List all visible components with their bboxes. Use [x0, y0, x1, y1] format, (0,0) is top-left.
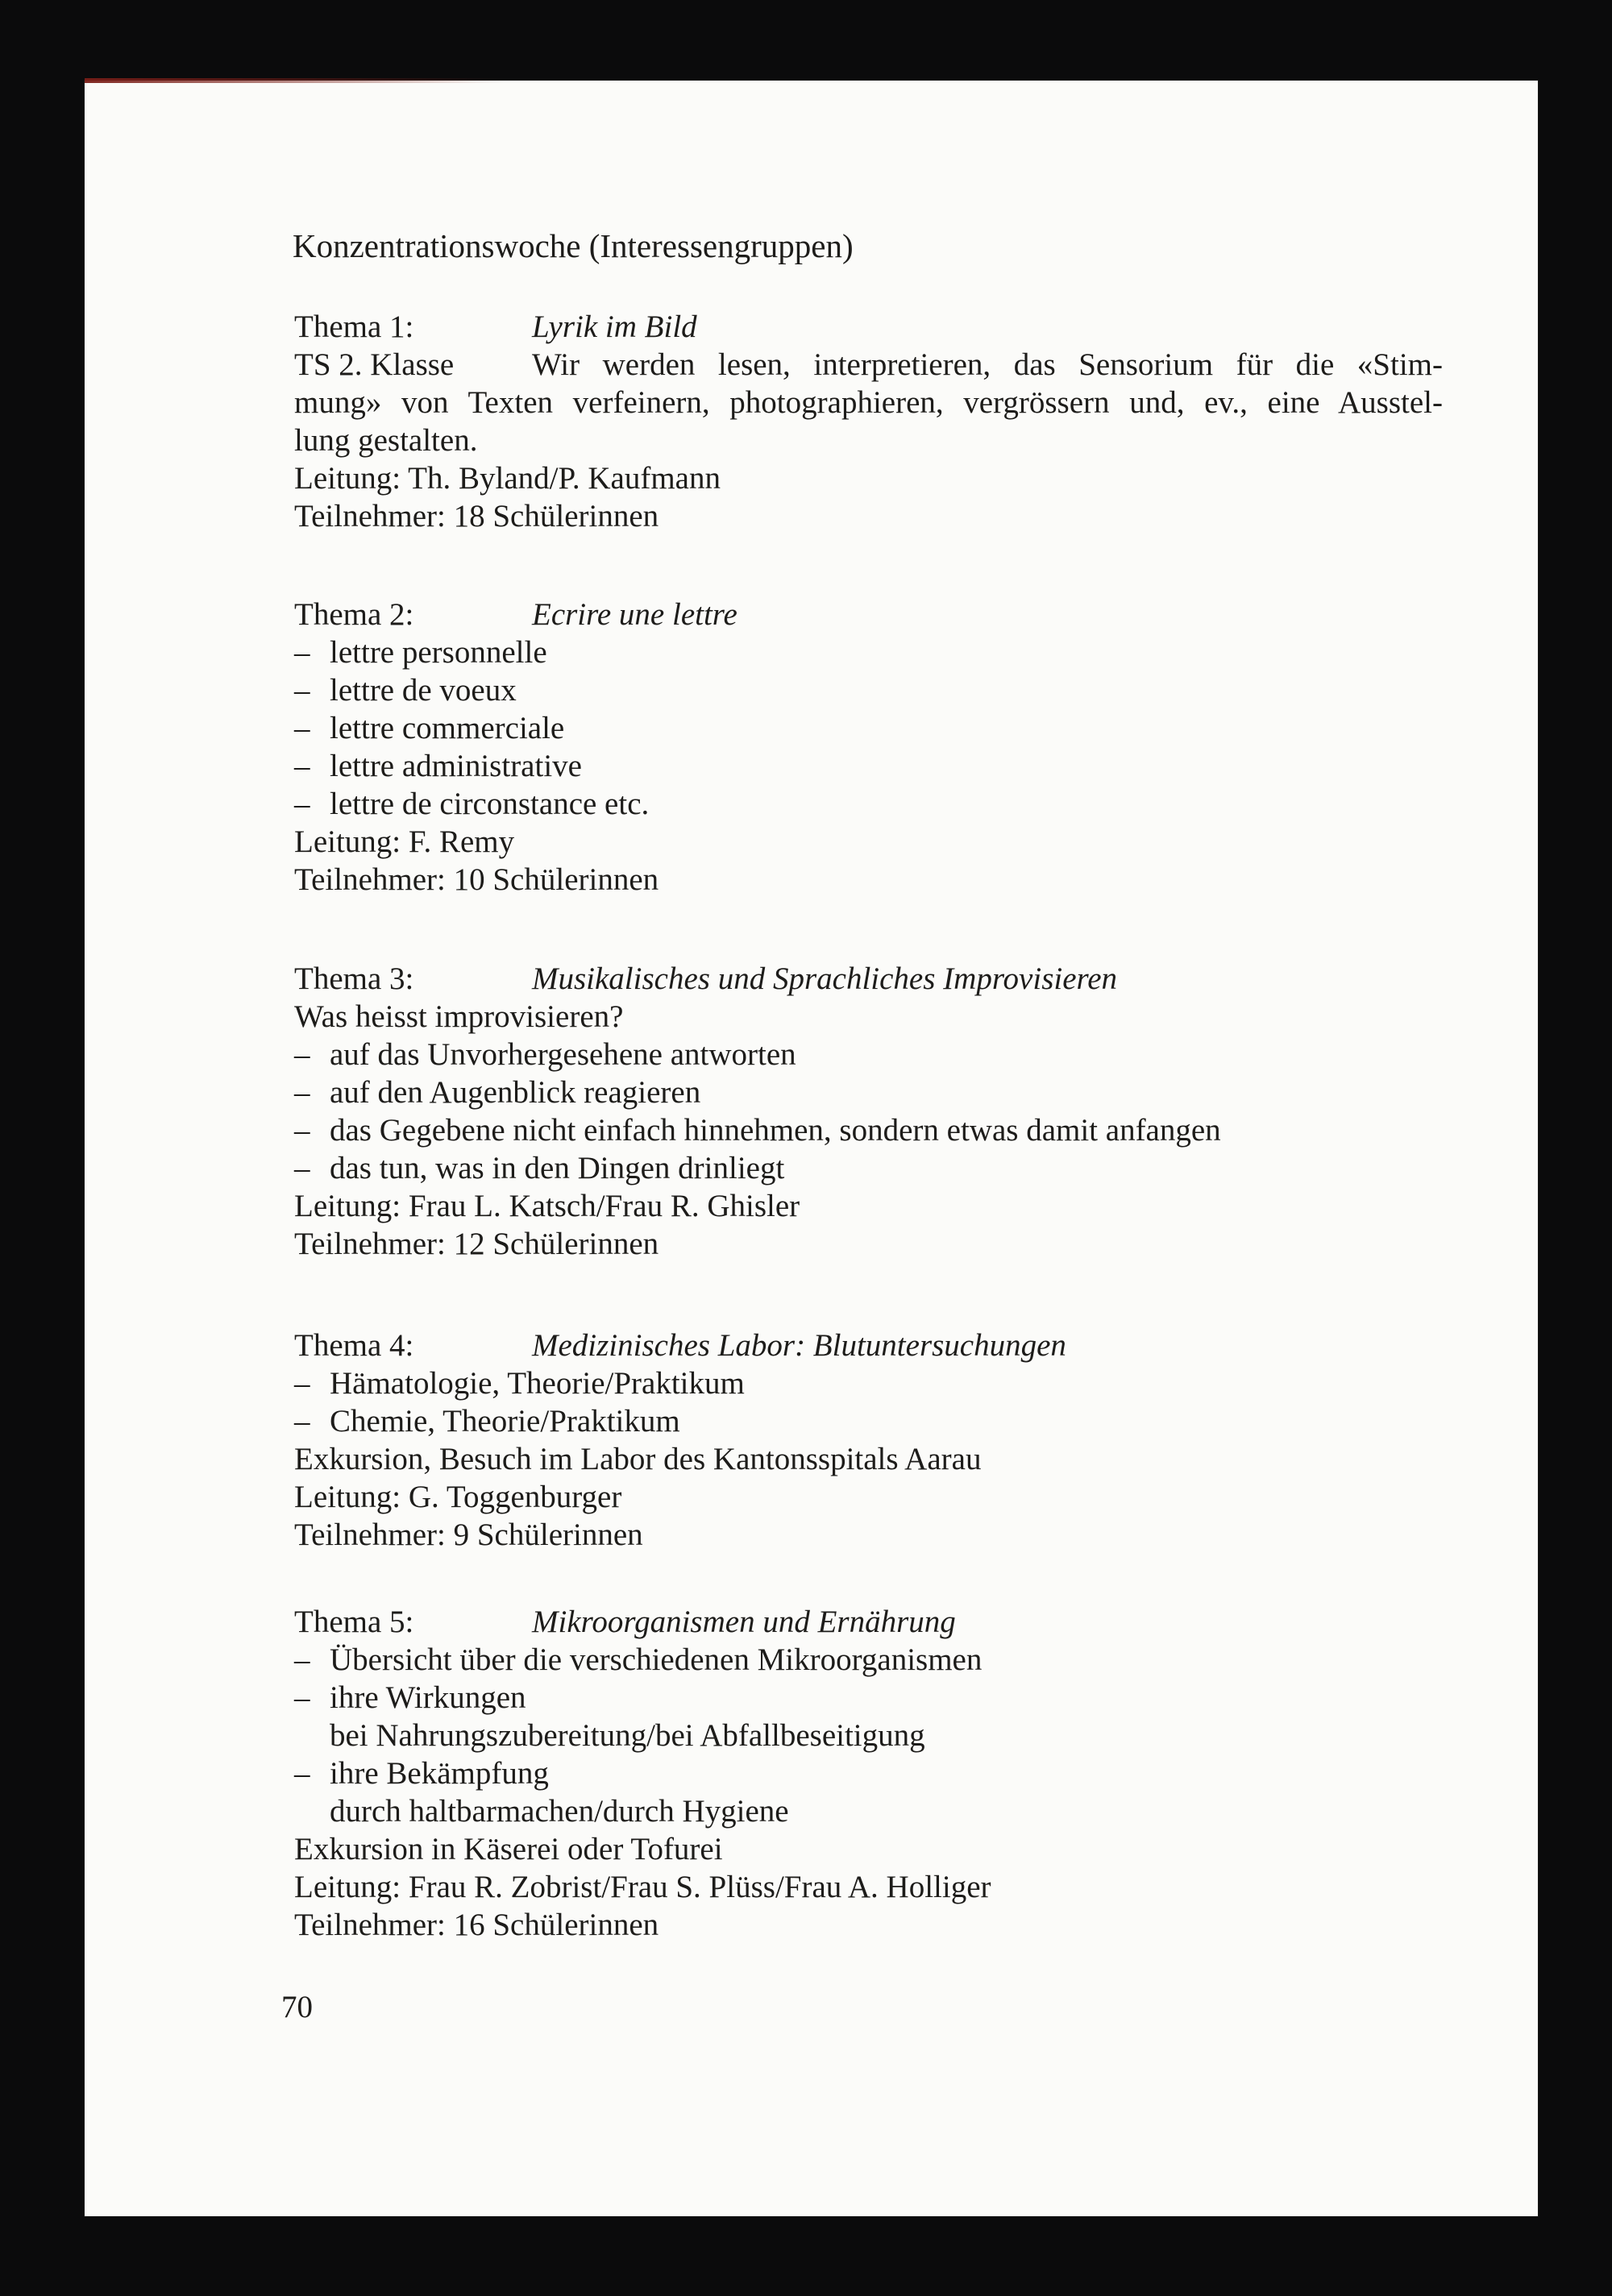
- page-number: 70: [281, 1990, 313, 2024]
- text-line: Teilnehmer: 9 Schülerinnen: [294, 1518, 643, 1552]
- text-line: – lettre de voeux: [294, 673, 517, 708]
- section-thema-3: [294, 960, 1443, 1263]
- text-line: – Chemie, Theorie/Praktikum: [294, 1404, 680, 1439]
- bullet-dash: –: [294, 787, 310, 821]
- bullet-dash: –: [294, 711, 310, 745]
- thema-topic: Ecrire une lettre: [532, 597, 737, 632]
- bullet-dash: –: [294, 1151, 310, 1185]
- thema-label: Thema 3:: [294, 961, 414, 996]
- text-line: Leitung: Frau L. Katsch/Frau R. Ghisler: [294, 1189, 800, 1223]
- text-line: – lettre commerciale: [294, 711, 565, 745]
- section-thema-5: [294, 1603, 1443, 1944]
- scan-artifact-red-fringe: [85, 78, 504, 83]
- section-thema-4: [294, 1327, 1443, 1554]
- thema-topic: Medizinisches Labor: Blutuntersuchungen: [532, 1328, 1066, 1363]
- bullet-dash: –: [294, 1366, 310, 1401]
- text-line: bei Nahrungszubereitung/bei Abfallbeseitigung: [330, 1718, 925, 1753]
- text-line: – Übersicht über die verschiedenen Mikroorganismen: [294, 1642, 983, 1677]
- text-line: – lettre de circonstance etc.: [294, 787, 650, 821]
- bullet-dash: –: [294, 1680, 310, 1715]
- text-line: lung gestalten.: [294, 423, 478, 458]
- text-line: Teilnehmer: 16 Schülerinnen: [294, 1908, 659, 1942]
- thema-label: Thema 1:: [294, 309, 414, 344]
- text-line: Exkursion in Käserei oder Tofurei: [294, 1832, 723, 1866]
- bullet-dash: –: [294, 1037, 310, 1072]
- text-line: – ihre Wirkungen: [294, 1680, 526, 1715]
- thema-topic: Musikalisches und Sprachliches Improvisieren: [532, 961, 1118, 996]
- thema-label: Thema 2:: [294, 597, 414, 632]
- text-line: Leitung: Th. Byland/P. Kaufmann: [294, 461, 721, 496]
- document-page: [85, 81, 1538, 2216]
- section-thema-1: [294, 308, 1443, 535]
- text-line: Teilnehmer: 12 Schülerinnen: [294, 1227, 659, 1261]
- thema-label: Thema 4:: [294, 1328, 414, 1363]
- bullet-dash: –: [294, 1404, 310, 1439]
- page-title: Konzentrationswoche (Interessengruppen): [293, 227, 854, 264]
- section-thema-2: [294, 596, 1443, 899]
- text-line: – Hämatologie, Theorie/Praktikum: [294, 1366, 745, 1401]
- text-line: TS 2. Klasse Wir werden lesen, interpretieren, das Sensorium für die «Stim-: [294, 347, 1443, 382]
- text-line: Leitung: Frau R. Zobrist/Frau S. Plüss/Frau A. Holliger: [294, 1870, 991, 1904]
- text-line: Teilnehmer: 10 Schülerinnen: [294, 862, 659, 897]
- text-line: – lettre administrative: [294, 749, 582, 783]
- text-line: [294, 308, 1443, 346]
- bullet-dash: –: [294, 673, 310, 708]
- text-line: [294, 1327, 1443, 1364]
- text-line: – auf den Augenblick reagieren: [294, 1075, 701, 1110]
- text-line: – lettre personnelle: [294, 635, 547, 670]
- text-line: durch haltbarmachen/durch Hygiene: [330, 1794, 789, 1829]
- text-line: – auf das Unvorhergesehene antworten: [294, 1037, 796, 1072]
- bullet-dash: –: [294, 749, 310, 783]
- text-line: Leitung: F. Remy: [294, 824, 515, 859]
- bullet-dash: –: [294, 1113, 310, 1148]
- thema-topic: Lyrik im Bild: [532, 309, 697, 344]
- text-line: [294, 960, 1443, 998]
- text-line: Exkursion, Besuch im Labor des Kantonsspitals Aarau: [294, 1442, 982, 1476]
- text-line: [294, 596, 1443, 633]
- thema-label: Thema 5:: [294, 1605, 414, 1639]
- text-line: Was heisst improvisieren?: [294, 999, 624, 1034]
- text-line: – das Gegebene nicht einfach hinnehmen, sondern etwas damit anfangen: [294, 1113, 1221, 1148]
- bullet-dash: –: [294, 1642, 310, 1677]
- text-line: mung» von Texten verfeinern, photographieren, vergrössern und, ev., eine Ausstel-: [294, 385, 1443, 420]
- text-line: – ihre Bekämpfung: [294, 1756, 549, 1791]
- class-label: TS 2. Klasse: [294, 347, 455, 382]
- text-line: – das tun, was in den Dingen drinliegt: [294, 1151, 785, 1185]
- thema-topic: Mikroorganismen und Ernährung: [532, 1605, 956, 1639]
- text-line: Teilnehmer: 18 Schülerinnen: [294, 499, 659, 534]
- text-line: [294, 1603, 1443, 1641]
- bullet-dash: –: [294, 1075, 310, 1110]
- bullet-dash: –: [294, 1756, 310, 1791]
- text-line: Leitung: G. Toggenburger: [294, 1480, 622, 1514]
- bullet-dash: –: [294, 635, 310, 670]
